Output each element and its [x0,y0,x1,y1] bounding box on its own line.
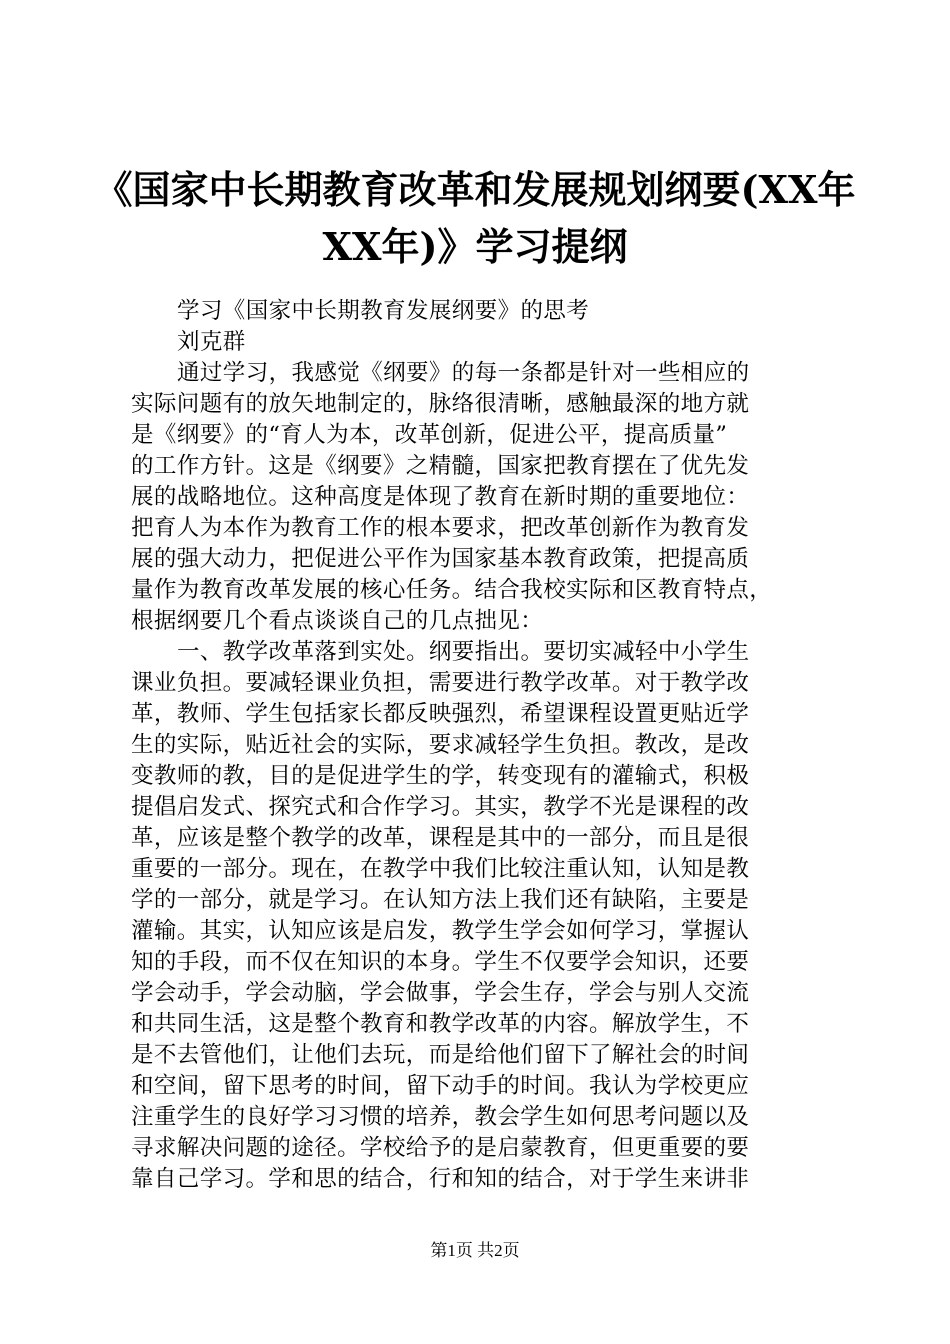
document-author: 刘克群 [177,329,246,355]
paragraph-2-line: 课业负担。要减轻课业负担，需要进行教学改革。对于教学改 [131,670,750,696]
paragraph-1-line: 通过学习，我感觉《纲要》的每一条都是针对一些相应的 [177,360,750,386]
paragraph-2-line: 灌输。其实，认知应该是启发，教学生学会如何学习，掌握认 [131,918,750,944]
document-title-line-1: 《国家中长期教育改革和发展规划纲要(XX年 [94,167,856,212]
paragraph-2-line: 靠自己学习。学和思的结合，行和知的结合，对于学生来讲非 [131,1166,750,1192]
paragraph-2-line: 知的手段，而不仅在知识的本身。学生不仅要学会知识，还要 [131,949,750,975]
paragraph-1-line: 根据纲要几个看点谈谈自己的几点拙见： [131,608,544,634]
paragraph-1-line: 的工作方针。这是《纲要》之精髓，国家把教育摆在了优先发 [131,453,750,479]
paragraph-2-line: 革，应该是整个教学的改革，课程是其中的一部分，而且是很 [131,825,750,851]
paragraph-2-line: 注重学生的良好学习习惯的培养，教会学生如何思考问题以及 [131,1104,750,1130]
page-footer: 第1页 共2页 [430,1241,520,1260]
paragraph-1-line: 是《纲要》的“育人为本，改革创新，促进公平，提高质量” [131,422,728,448]
paragraph-1-line: 把育人为本作为教育工作的根本要求，把改革创新作为教育发 [131,515,750,541]
paragraph-2-line: 寻求解决问题的途径。学校给予的是启蒙教育，但更重要的要 [131,1135,750,1161]
paragraph-1-line: 量作为教育改革发展的核心任务。结合我校实际和区教育特点， [131,577,773,603]
paragraph-2-line: 提倡启发式、探究式和合作学习。其实，教学不光是课程的改 [131,794,750,820]
paragraph-2-line: 学会动手，学会动脑，学会做事，学会生存，学会与别人交流 [131,980,750,1006]
paragraph-2-line: 学的一部分，就是学习。在认知方法上我们还有缺陷，主要是 [131,887,750,913]
paragraph-2-line: 生的实际，贴近社会的实际，要求减轻学生负担。教改，是改 [131,732,750,758]
paragraph-2-line: 革，教师、学生包括家长都反映强烈，希望课程设置更贴近学 [131,701,750,727]
paragraph-2-line: 变教师的教，目的是促进学生的学，转变现有的灌输式，积极 [131,763,750,789]
paragraph-1-line: 实际问题有的放矢地制定的，脉络很清晰，感触最深的地方就 [131,391,750,417]
paragraph-2-line: 和共同生活，这是整个教育和教学改革的内容。解放学生，不 [131,1011,750,1037]
paragraph-2-line: 一、教学改革落到实处。纲要指出。要切实减轻中小学生 [177,639,750,665]
document-subtitle: 学习《国家中长期教育发展纲要》的思考 [177,298,590,324]
paragraph-1-line: 展的战略地位。这种高度是体现了教育在新时期的重要地位： [131,484,750,510]
paragraph-1-line: 展的强大动力，把促进公平作为国家基本教育政策，把提高质 [131,546,750,572]
document-title-line-2: XX年)》学习提纲 [322,224,628,269]
paragraph-2-line: 重要的一部分。现在，在教学中我们比较注重认知，认知是教 [131,856,750,882]
paragraph-2-line: 是不去管他们，让他们去玩，而是给他们留下了解社会的时间 [131,1042,750,1068]
paragraph-2-line: 和空间，留下思考的时间，留下动手的时间。我认为学校更应 [131,1073,750,1099]
